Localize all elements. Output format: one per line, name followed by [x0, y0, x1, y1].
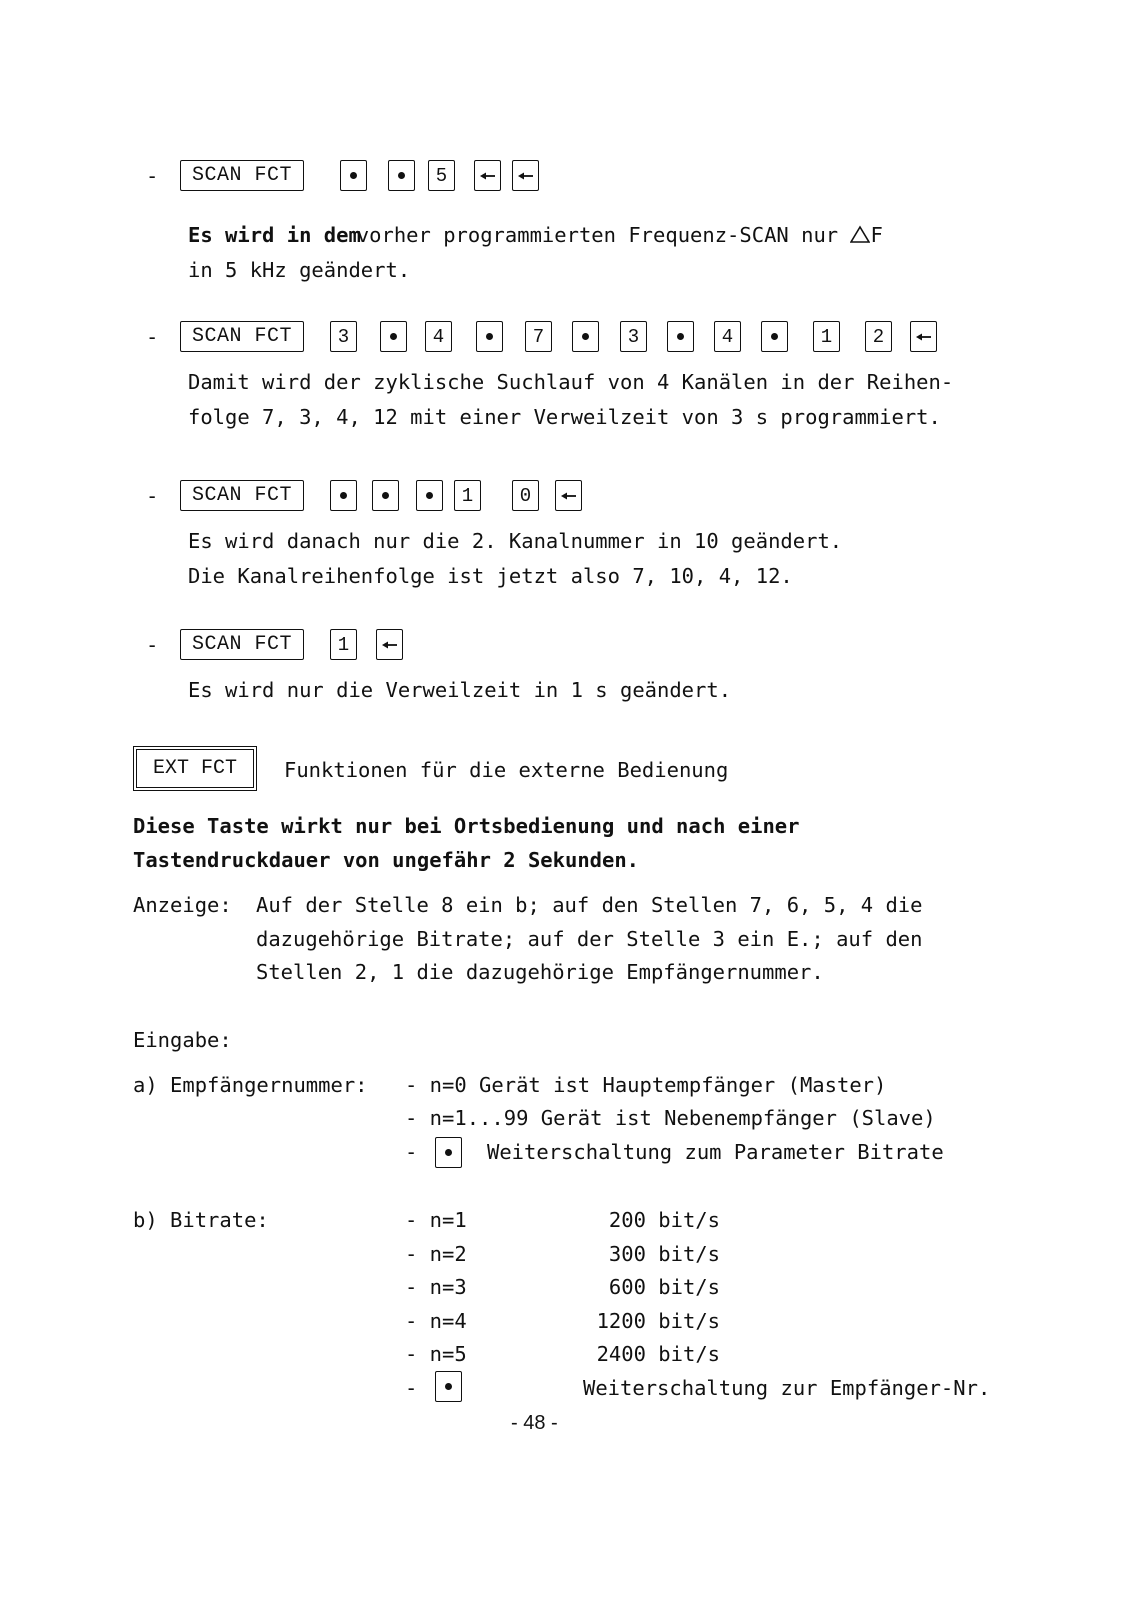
ext-fct-key [133, 746, 257, 791]
section3-text-line1: Es wird danach nur die 2. Kanalnummer in 10 geändert. [188, 529, 843, 553]
ext-heading: Funktionen für die externe Bedienung [284, 758, 729, 782]
dot-key [416, 480, 443, 511]
bitrate-n: - n=5 [405, 1342, 467, 1366]
bitrate-value: 2400 bit/s [596, 1342, 720, 1366]
dot-key [330, 480, 357, 511]
section2-text-line1: Damit wird der zyklische Suchlauf von 4 Kanälen in der Reihen- [188, 370, 954, 394]
section1-text-line2: in 5 kHz geändert. [188, 258, 411, 282]
enter-arrow-icon [474, 160, 501, 191]
ext-fct-key-label: EXT FCT [136, 749, 254, 788]
anzeige-label: Anzeige: [133, 893, 232, 917]
digit-key-4: 4 [425, 321, 452, 352]
dot-key-a [435, 1137, 462, 1168]
section3-dash: - [146, 484, 159, 508]
section1-dash: - [146, 164, 159, 188]
digit-key-1: 1 [813, 321, 840, 352]
bitrate-value: 1200 bit/s [596, 1308, 720, 1333]
digit-key-1: 1 [454, 480, 481, 511]
section3-text-line2: Die Kanalreihenfolge ist jetzt also 7, 10, 4, 12. [188, 564, 793, 588]
anzeige-line1: Auf der Stelle 8 ein b; auf den Stellen 7, 6, 5, 4 die [256, 893, 923, 917]
scan-fct-key-3: SCAN FCT [180, 480, 304, 511]
section4-dash: - [146, 633, 159, 657]
section2-text-line2: folge 7, 3, 4, 12 mit einer Verweilzeit von 3 s programmiert. [188, 405, 941, 429]
bitrate-value: 200 bit/s [608, 1208, 720, 1232]
bitrate-n: - n=1 [405, 1208, 467, 1232]
enter-arrow-icon [512, 160, 539, 191]
digit-key-4: 4 [714, 321, 741, 352]
a-item-2: - n=1...99 Gerät ist Nebenempfänger (Slave) [405, 1106, 936, 1130]
dot-key [667, 321, 694, 352]
enter-arrow-icon [555, 480, 582, 511]
a-item-3-dash: - [405, 1140, 418, 1164]
dot-key [476, 321, 503, 352]
bitrate-n: - n=3 [405, 1275, 467, 1299]
dot-key [572, 321, 599, 352]
dot-key-b [435, 1371, 462, 1402]
section4-text-line1: Es wird nur die Verweilzeit in 1 s geändert. [188, 678, 732, 702]
digit-key-5: 5 [428, 160, 455, 191]
digit-key-7: 7 [525, 321, 552, 352]
scan-fct-key-2: SCAN FCT [180, 321, 304, 352]
a-label: a) Empfängernummer: [133, 1073, 368, 1097]
anzeige-line2: dazugehörige Bitrate; auf der Stelle 3 ein E.; auf den [256, 927, 923, 951]
ext-paragraph-line1: Diese Taste wirkt nur bei Ortsbedienung und nach einer [133, 814, 800, 838]
anzeige-line3: Stellen 2, 1 die dazugehörige Empfängernummer. [256, 960, 824, 984]
enter-arrow-icon [376, 629, 403, 660]
b-label: b) Bitrate: [133, 1208, 269, 1232]
bitrate-value: 600 bit/s [608, 1275, 720, 1299]
digit-key-3: 3 [620, 321, 647, 352]
dot-key [380, 321, 407, 352]
a-item-3-text: Weiterschaltung zum Parameter Bitrate [487, 1140, 944, 1164]
section1-text-line1: Es wird in demvorher programmierten Frequenz-SCAN nur F [188, 223, 883, 247]
scan-fct-key-4: SCAN FCT [180, 629, 304, 660]
page-number: - 48 - [511, 1412, 558, 1434]
dot-key [388, 160, 415, 191]
section2-dash: - [146, 325, 159, 349]
dot-key [761, 321, 788, 352]
dot-key [340, 160, 367, 191]
scan-fct-key-1: SCAN FCT [180, 160, 304, 191]
digit-key-1: 1 [330, 629, 357, 660]
b-dot-dash: - [405, 1376, 418, 1400]
triangle-icon [850, 225, 870, 247]
enter-arrow-icon [910, 321, 937, 352]
b-dot-text: Weiterschaltung zur Empfänger-Nr. [583, 1376, 991, 1400]
bitrate-value: 300 bit/s [608, 1241, 720, 1266]
dot-key [372, 480, 399, 511]
digit-key-2: 2 [865, 321, 892, 352]
digit-key-0: 0 [512, 480, 539, 511]
bitrate-n: - n=4 [405, 1308, 467, 1333]
eingabe-label: Eingabe: [133, 1028, 232, 1052]
ext-paragraph-line2: Tastendruckdauer von ungefähr 2 Sekunden. [133, 848, 640, 872]
a-item-1: - n=0 Gerät ist Hauptempfänger (Master) [405, 1073, 887, 1097]
bitrate-n: - n=2 [405, 1241, 467, 1266]
digit-key-3: 3 [330, 321, 357, 352]
